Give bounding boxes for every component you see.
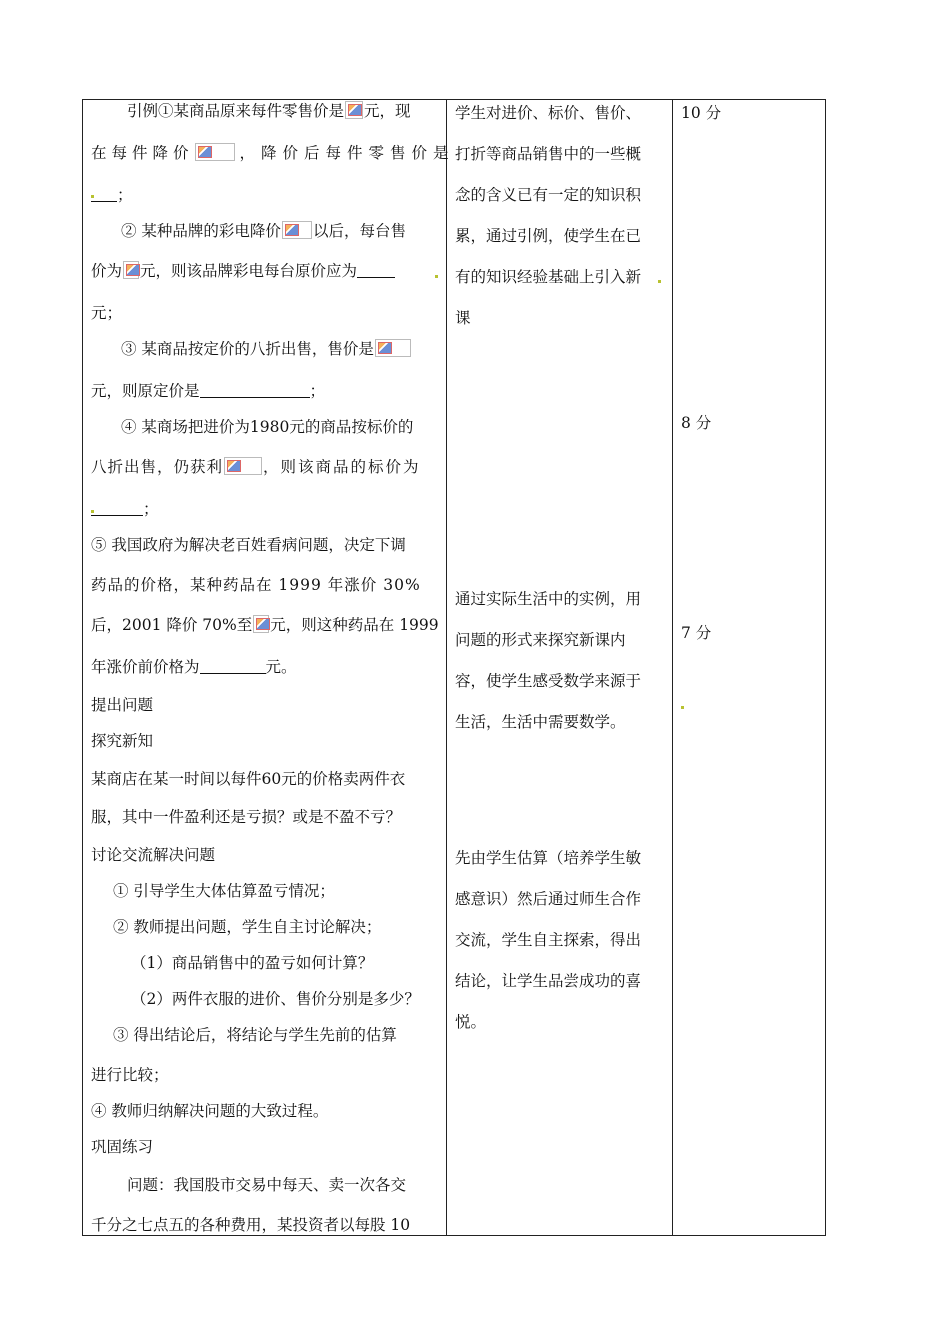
intent-line: 生活，生活中需要数学。 (455, 713, 626, 731)
time-label: 8 分 (681, 414, 712, 432)
column-divider (672, 100, 673, 1235)
content-line: ④ 教师归纳解决问题的大致过程。 (91, 1102, 329, 1120)
intent-line: 学生对进价、标价、售价、 (455, 104, 642, 122)
formula-image (123, 261, 139, 279)
time-label: 10 分 (681, 104, 722, 122)
content-line: ； (91, 182, 441, 208)
content-line: 千分之七点五的各种费用，某投资者以每股 10 (91, 1216, 411, 1234)
section-heading: 提出问题 (91, 696, 154, 714)
intent-line: 累，通过引例，使学生在已 (455, 227, 642, 245)
content-line: ； (91, 496, 441, 522)
formula-image (375, 339, 411, 357)
content-line: 服，其中一件盈利还是亏损？或是不盈不亏？ (91, 808, 402, 826)
time-column (681, 100, 811, 1235)
content-line: 元； (91, 304, 123, 322)
content-line: 在每件降价 ，降价后每件零售价是 (91, 144, 455, 162)
content-line: ③ 得出结论后，将结论与学生先前的估算 (113, 1026, 397, 1044)
content-column (91, 100, 455, 1235)
intent-line: 问题的形式来探究新课内 (455, 631, 626, 649)
content-line: ⑤ 我国政府为解决老百姓看病问题，决定下调 (91, 536, 406, 554)
stray-mark (681, 706, 684, 709)
intent-line: 通过实际生活中的实例，用 (455, 590, 642, 608)
content-line: （2）两件衣服的进价、售价分别是多少？ (131, 990, 420, 1008)
stray-mark (435, 275, 438, 278)
content-line: ④ 某商场把进价为1980元的商品按标价的 (121, 418, 414, 436)
content-line: 药品的价格，某种药品在 1999 年涨价 30% (91, 576, 421, 594)
content-line: 元，则原定价是 ； (91, 382, 326, 400)
intent-line: 打折等商品销售中的一些概 (455, 145, 642, 163)
intent-line: 课 (455, 309, 471, 327)
intent-line: 结论，让学生品尝成功的喜 (455, 972, 642, 990)
stray-mark (91, 195, 94, 198)
content-line: 问题：我国股市交易中每天、卖一次各交 (127, 1176, 407, 1194)
content-line: ① 引导学生大体估算盈亏情况； (113, 882, 335, 900)
column-divider (446, 100, 447, 1235)
content-line: ③ 某商品按定价的八折出售，售价是 (91, 336, 441, 362)
content-line: （1）商品销售中的盈亏如何计算？ (131, 954, 374, 972)
content-line: 八折出售，仍获利 ，则该商品的标价为 (91, 458, 421, 476)
lesson-plan-table (82, 99, 826, 1236)
section-heading: 讨论交流解决问题 (91, 846, 216, 864)
content-line: 进行比较； (91, 1066, 169, 1084)
formula-image (195, 143, 235, 161)
formula-image (345, 101, 363, 119)
content-line: 引例①某商品原来每件零售价是 元，现 (127, 102, 411, 120)
formula-image (224, 457, 262, 475)
intent-line: 念的含义已有一定的知识积 (455, 186, 642, 204)
intent-line: 有的知识经验基础上引入新 (455, 268, 642, 286)
stray-mark (91, 510, 94, 513)
intent-line: 容，使学生感受数学来源于 (455, 672, 642, 690)
content-line: 某商店在某一时间以每件60元的价格卖两件衣 (91, 770, 406, 788)
intent-line: 感意识）然后通过师生合作 (455, 890, 642, 908)
content-line: ② 某种品牌的彩电降价 以后，每台售 (121, 222, 406, 240)
formula-image (282, 221, 312, 239)
intent-line: 先由学生估算（培养学生敏 (455, 849, 642, 867)
content-line: 年涨价前价格为 元。 (91, 658, 297, 676)
intent-line: 悦。 (455, 1013, 487, 1031)
section-heading: 探究新知 (91, 732, 154, 750)
content-line: 后，2001 降价 70%至 元，则这种药品在 1999 (91, 616, 439, 634)
content-line: ② 教师提出问题，学生自主讨论解决； (113, 918, 382, 936)
formula-image (253, 615, 269, 633)
section-heading: 巩固练习 (91, 1138, 154, 1156)
intent-column (455, 100, 667, 1235)
stray-mark (658, 280, 661, 283)
content-line: 价为 元，则该品牌彩电每台原价应为 (91, 258, 441, 284)
intent-line: 交流，学生自主探索，得出 (455, 931, 642, 949)
time-label: 7 分 (681, 624, 712, 642)
